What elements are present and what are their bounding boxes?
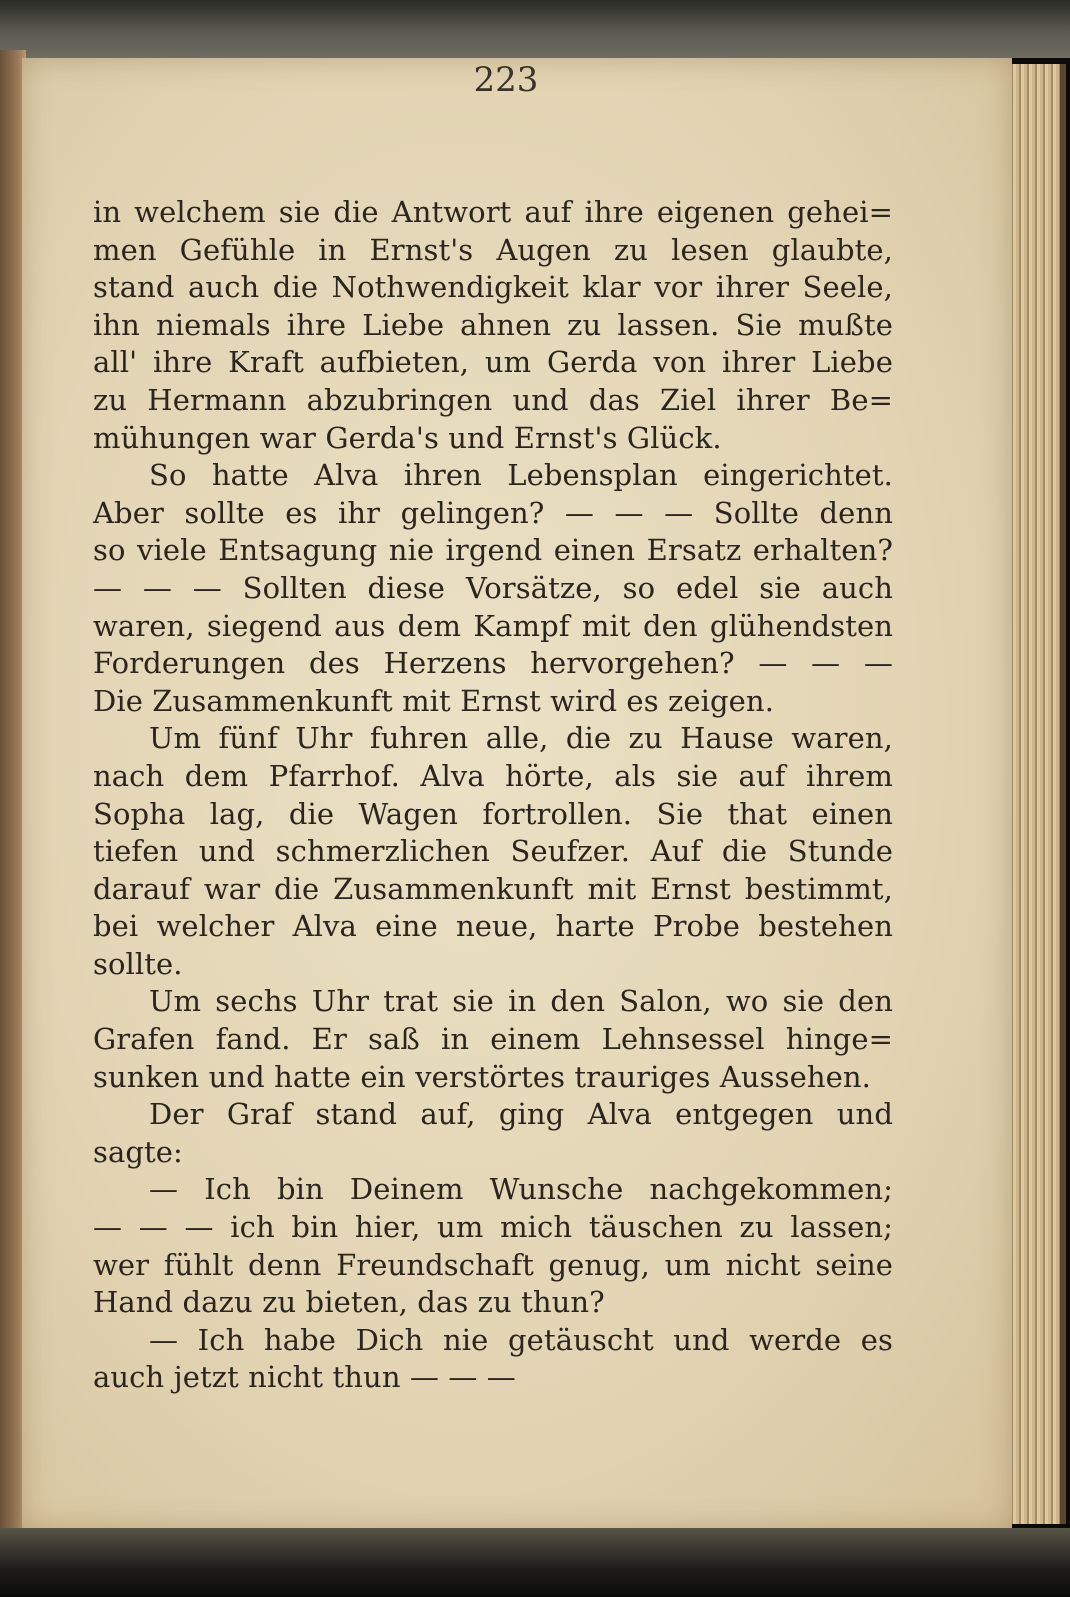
text-line: So hatte Alva ihren Lebensplan eingerichtet. xyxy=(149,458,893,493)
text-line: — — — ich bin hier, um mich täuschen zu lassen; xyxy=(93,1210,893,1245)
text-line: Grafen fand. Er saß in einem Lehnsessel hinge= xyxy=(93,1022,893,1057)
text-line: auch jetzt nicht thun — — — xyxy=(93,1360,516,1395)
text-line: Sopha lag, die Wagen fortrollen. Sie that einen xyxy=(93,796,893,831)
text-line: so viele Entsagung nie irgend einen Ersatz erhalten? xyxy=(93,533,893,568)
text-line: Aber sollte es ihr gelingen? — — — Sollte denn xyxy=(93,495,893,530)
text-line: bei welcher Alva eine neue, harte Probe bestehen xyxy=(93,909,893,944)
text-line: sagte: xyxy=(93,1134,183,1169)
text-line: Um sechs Uhr trat sie in den Salon, wo sie den xyxy=(149,984,893,1019)
text-line: tiefen und schmerzlichen Seufzer. Auf die Stunde xyxy=(93,834,893,869)
book-cover-top xyxy=(0,0,1070,58)
book-cover-bottom xyxy=(0,1528,1070,1597)
text-line: wer fühlt denn Freundschaft genug, um nicht seine xyxy=(93,1247,893,1282)
text-line: Der Graf stand auf, ging Alva entgegen und xyxy=(149,1097,893,1132)
text-line: Forderungen des Herzens hervorgehen? — — — xyxy=(93,646,893,681)
text-line: waren, siegend aus dem Kampf mit den glühendsten xyxy=(93,608,893,643)
page-text xyxy=(93,194,893,1397)
text-line: mühungen war Gerda's und Ernst's Glück. xyxy=(93,420,722,455)
text-line: ihn niemals ihre Liebe ahnen zu lassen. Sie mußte xyxy=(93,307,893,342)
text-line: men Gefühle in Ernst's Augen zu lesen glaubte, xyxy=(93,232,893,267)
text-line: darauf war die Zusammenkunft mit Ernst bestimmt, xyxy=(93,871,893,906)
text-line: — Ich bin Deinem Wunsche nachgekommen; xyxy=(149,1172,893,1207)
text-line: Hand dazu zu bieten, das zu thun? xyxy=(93,1285,605,1320)
text-line: — Ich habe Dich nie getäuscht und werde es xyxy=(149,1322,893,1357)
text-line: Die Zusammenkunft mit Ernst wird es zeigen. xyxy=(93,683,775,718)
text-line: — — — Sollten diese Vorsätze, so edel sie auch xyxy=(93,570,893,605)
text-line: Um fünf Uhr fuhren alle, die zu Hause waren, xyxy=(149,721,893,756)
text-line: sollte. xyxy=(93,946,183,981)
text-line: stand auch die Nothwendigkeit klar vor ihrer Seele, xyxy=(93,270,893,305)
text-line: all' ihre Kraft aufbieten, um Gerda von ihrer Liebe xyxy=(93,345,893,380)
text-line: in welchem sie die Antwort auf ihre eigenen gehei= xyxy=(93,195,893,229)
text-line: sunken und hatte ein verstörtes trauriges Aussehen. xyxy=(93,1059,872,1094)
text-line: zu Hermann abzubringen und das Ziel ihrer Be= xyxy=(93,382,893,417)
text-line: nach dem Pfarrhof. Alva hörte, als sie auf ihrem xyxy=(93,758,893,793)
page-number: 223 xyxy=(473,60,539,100)
